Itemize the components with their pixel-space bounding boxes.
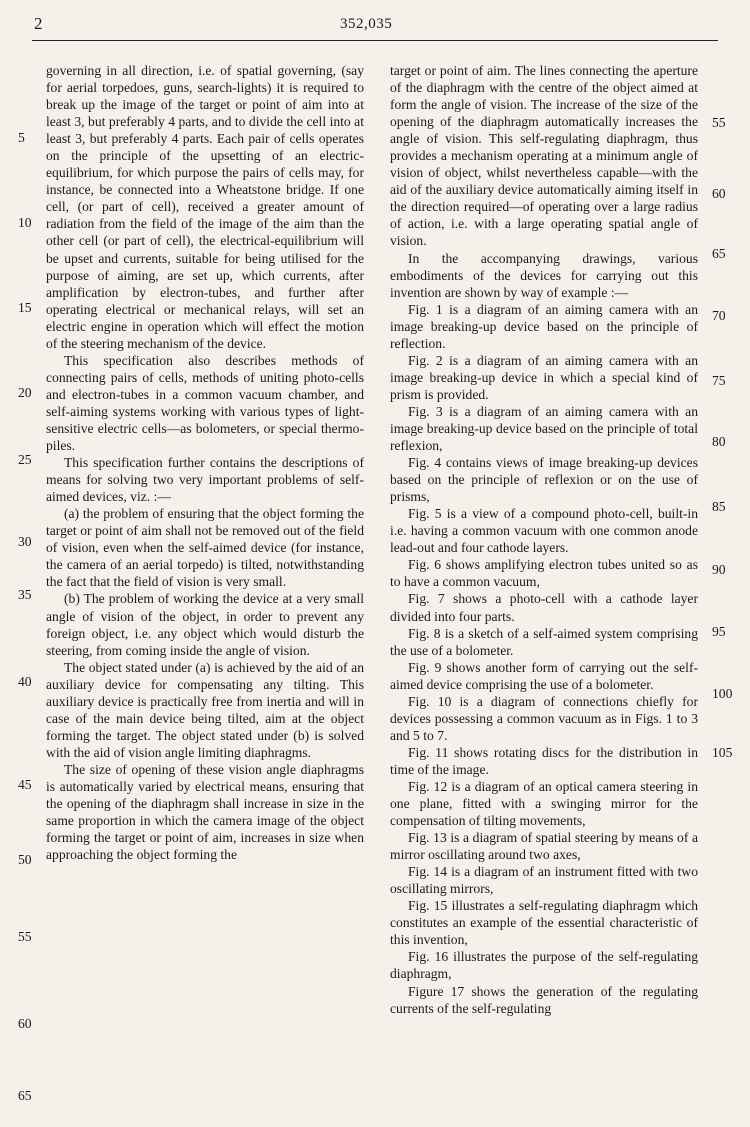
line-number: 95: [712, 624, 726, 639]
line-number: 65: [712, 246, 726, 261]
figure-description-2: Fig. 2 is a diagram of an aiming camera with an image breaking-up device in which a special kind of prism is provided.: [390, 352, 698, 402]
figure-description-3: Fig. 3 is a diagram of an aiming camera with an image breaking-up device based on the principle of total reflexion,: [390, 403, 698, 454]
right-paragraph-2: In the accompanying drawings, various embodiments of the devices for carrying out this invention are shown by way of example :—: [390, 250, 698, 300]
line-number: 85: [712, 499, 726, 514]
page-number: 2: [34, 14, 43, 33]
line-number: 35: [18, 587, 32, 602]
left-paragraph-6: The object stated under (a) is achieved by the aid of an auxiliary device for compensating any tilting. This auxiliary device is practically free from inertia and will in case of the main device being tilted, aim at the object forming the target. The object stated under (b) is solved with the aid of vision angle limiting diaphragms.: [46, 659, 364, 760]
line-number: 60: [712, 186, 726, 201]
line-number: 55: [712, 115, 726, 130]
left-paragraph-5: (b) The problem of working the device at a very small angle of vision of the object, in order to prevent any foreign object, i.e. any object which would disturb the steering, from coming inside the angle of vision.: [46, 591, 364, 658]
header-rule: [32, 40, 718, 41]
figure-description-8: Fig. 8 is a sketch of a self-aimed system comprising the use of a bolometer.: [390, 625, 698, 658]
figure-description-14: Fig. 14 is a diagram of an instrument fitted with two oscillating mirrors,: [390, 864, 698, 897]
line-number: 105: [712, 745, 733, 760]
figure-description-9: Fig. 9 shows another form of carrying out the self-aimed device comprising the use of a bolometer.: [390, 659, 698, 692]
figure-description-12: Fig. 12 is a diagram of an optical camera steering in one plane, fitted with a swinging mirror for the compensation of tilting movements,: [390, 778, 698, 829]
left-paragraph-4: (a) the problem of ensuring that the object forming the target or point of aim shall not be removed out of the field of vision, even when the self-aimed device (for instance, the camera of an aerial torpedo) is tilted, notwithstanding the fact that the field of vision is very small.: [46, 506, 364, 590]
line-number: 45: [18, 777, 32, 792]
figure-description-1: Fig. 1 is a diagram of an aiming camera with an image breaking-up device based on the principle of reflection.: [390, 301, 698, 351]
line-number: 65: [18, 1088, 32, 1103]
right-paragraph-1: target or point of aim. The lines connecting the aperture of the diaphragm with the centre of the object aimed at form the angle of vision. The increase of the size of the opening of the diaphragm automatically increases the angle of vision. This self-regulating diaphragm, thus provides a mechanism operating at a minimum angle of vision of object, whilst nevertheless capable—with the aid of the auxiliary device automatically aiming itself in the direction required—of operating over a large radius of action, i.e. with a large operating spatial angle of vision.: [390, 63, 698, 249]
figure-description-6: Fig. 6 shows amplifying electron tubes united so as to have a common vacuum,: [390, 557, 698, 590]
line-number: 10: [18, 215, 32, 230]
figure-description-5: Fig. 5 is a view of a compound photo-cell, built-in i.e. having a common vacuum with one common anode lead-out and four cathode layers.: [390, 506, 698, 556]
figure-description-11: Fig. 11 shows rotating discs for the distribution in time of the image.: [390, 744, 698, 777]
figure-description-7: Fig. 7 shows a photo-cell with a cathode layer divided into four parts.: [390, 591, 698, 624]
figure-description-15: Fig. 15 illustrates a self-regulating diaphragm which constitutes an example of the essential characteristic of this invention,: [390, 898, 698, 948]
line-number: 70: [712, 308, 726, 323]
line-number: 40: [18, 674, 32, 689]
line-number: 50: [18, 852, 32, 867]
figure-description-17: Figure 17 shows the generation of the regulating currents of the self-regulating: [390, 983, 698, 1016]
line-number: 100: [712, 686, 733, 701]
figure-description-16: Fig. 16 illustrates the purpose of the self-regulating diaphragm,: [390, 949, 698, 982]
line-number: 55: [18, 929, 32, 944]
figure-description-13: Fig. 13 is a diagram of spatial steering by means of a mirror oscillating around two axes,: [390, 830, 698, 863]
right-column: [390, 62, 698, 1017]
line-number: 75: [712, 373, 726, 388]
figure-description-10: Fig. 10 is a diagram of connections chiefly for devices possessing a common vacuum as in Figs. 1 to 3 and 5 to 7.: [390, 693, 698, 743]
line-number: 60: [18, 1016, 32, 1031]
figure-list: [390, 301, 698, 1017]
left-paragraph-3: This specification further contains the descriptions of means for solving two very important problems of self-aimed devices, viz. :—: [46, 455, 364, 505]
page-header: [0, 0, 750, 42]
left-paragraph-7: The size of opening of these vision angle diaphragms is automatically varied by electrical means, ensuring that the opening of the diaphragm shall increase in size in the same proportion in which the camera image of the object forming the target or point of aim, increases in size when approaching the object forming the: [46, 761, 364, 863]
left-column: [46, 62, 364, 863]
patent-number: 352,035: [340, 16, 393, 32]
line-number: 30: [18, 534, 32, 549]
line-number: 25: [18, 452, 32, 467]
line-number: 80: [712, 434, 726, 449]
line-number: 5: [18, 130, 25, 145]
line-number: 15: [18, 300, 32, 315]
left-paragraph-2: This specification also describes methods of connecting pairs of cells, methods of uniting photo-cells and electron-tubes in a common vacuum chamber, and self-aiming systems working with various types of light-sensitive electric cells—as bolometers, or special thermo-piles.: [46, 352, 364, 454]
line-number: 20: [18, 385, 32, 400]
line-number: 90: [712, 562, 726, 577]
figure-description-4: Fig. 4 contains views of image breaking-up devices based on the principle of reflexion or on the use of prisms,: [390, 455, 698, 505]
left-paragraph-1: governing in all direction, i.e. of spatial governing, (say for aerial torpedoes, guns, search-lights) it is required to break up the image of the target or point of aim into at least 3, but preferably 4 parts, and to divide the cell into at least 3, but preferably 4 parts. Each pair of cells operates on the principle of the upsetting of an electric-equilibrium, for which purpose the pairs of cells may, for instance, be connected into a Wheatstone bridge. If one cell, (or part of cell), received a greater amount of radiation from the field of the image of the aim than the other cell (or part of cell), the electrical-equilibrium will be upset and currents, suitable for being utilised for the purpose of aiming, are set up, which currents, after amplification by electron-tubes, and further after operating electrical or mechanical relays, will set an electric engine in operation which will effect the motion of the steering mechanism of the device.: [46, 63, 364, 351]
